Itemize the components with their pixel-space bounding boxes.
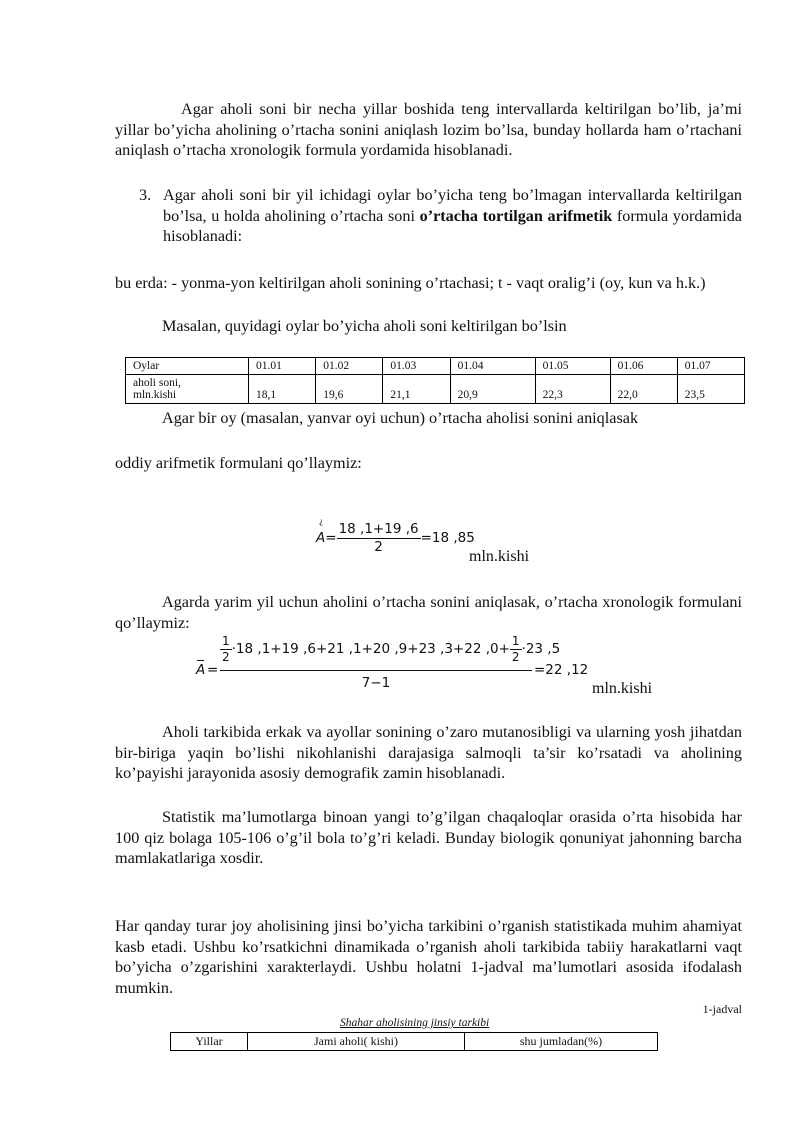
table-row (171, 1033, 658, 1051)
table-cell-value: 23,5 (677, 375, 744, 404)
table-cell-value: 18,1 (249, 375, 316, 404)
table-header-years: Yillar (171, 1033, 248, 1051)
list-item-3-text-b: formula yordamida hisoblanadi: (163, 206, 742, 245)
row-label-line1: aholi soni, (133, 377, 181, 389)
formula2-numerator (220, 634, 561, 664)
formula2-denominator: 7−1 (361, 675, 391, 691)
half-num: 1 (222, 634, 230, 648)
table-cell-value: 22,0 (610, 375, 677, 404)
formula-simple-mean (316, 517, 475, 555)
paragraph-bu-erda: bu erda: - yonma-yon keltirilgan aholi sonining o’rtachasi; t - vaqt oralig’i (oy, kun va h.k.) (115, 274, 706, 292)
formula2-result: =22 ,12 (534, 662, 589, 678)
half-den: 2 (222, 650, 230, 664)
paragraph-har-qanday: Har qanday turar joy aholisining jinsi bo’yicha tarkibini o’rganish statistikada muhim ahamiyat kasb etadi. Ushbu ko’rsatkichni dinamikada o’rganish aholi tarkibida tabiiy harakatlarni vaqt bo’yicha o’zgarishini xarakterlaydi. Ushbu holatni 1-jadval ma’lumotlari asosida ifodalash mumkin. (115, 917, 742, 997)
table-header-total: Jami aholi( kishi) (248, 1033, 465, 1051)
table-cell-value: 19,6 (316, 375, 383, 404)
table-row-label (126, 375, 249, 404)
table-row (126, 375, 745, 404)
month-population-table (125, 357, 745, 404)
table-header-label: Oylar (126, 358, 249, 375)
paragraph-agar-bir-oy: Agar bir oy (masalan, yanvar oyi uchun) o’rtacha aholisi sonini aniqlasak (162, 409, 639, 427)
formula2-unit: mln.kishi (592, 680, 653, 697)
formula2-end: ·23 ,5 (521, 641, 561, 657)
formula2-lhs: A (196, 662, 206, 678)
formula2-mid: ·18 ,1+19 ,6+21 ,1+20 ,9+23 ,3+22 ,0+ (231, 641, 510, 657)
paragraph-statistik: Statistik ma’lumotlarga binoan yangi to’g’ilgan chaqaloqlar orasida o’rta hisobida har 100 qiz bolaga 105-106 o’g’il bola to’g’ri keladi. Bunday biologik qonuniyat jahonning barcha mamlakatlariga xosdir. (115, 808, 742, 867)
table-cell-month: 01.04 (450, 358, 535, 375)
table-cell-month: 01.05 (535, 358, 610, 375)
list-item-3 (139, 185, 742, 247)
paragraph-chronological-intro: Agar aholi soni bir necha yillar boshida teng intervallarda keltirilgan bo’lib, ja’mi yillar bo’yicha aholining o’rtacha sonini aniqlash lozim bo’lsa, bunday hollarda ham o’rtachani aniqlash o’rtacha xronologik formula yordamida hisoblanadi. (115, 100, 742, 159)
formula2-eq: = (207, 662, 219, 678)
table-cell-value: 20,9 (450, 375, 535, 404)
paragraph-aholi-tarkibida: Aholi tarkibida erkak va ayollar sonining o’zaro mutanosibligi va ularning yosh jihatdan bir-biriga yaqin bo’lishi nikohlanishi darajasiga salmoqli ta’sir ko’rsatadi va aholining ko’payishi jarayonida asosiy demografik zamin hisoblanadi. (115, 723, 742, 782)
formula-lhs: A (316, 530, 326, 546)
formula-eq: = (325, 530, 337, 546)
table-cell-month: 01.02 (316, 358, 383, 375)
table-header-share: shu jumladan(%) (465, 1033, 658, 1051)
formula-numerator: 18 ,1+19 ,6 (338, 521, 419, 537)
formula2-half (510, 634, 522, 664)
half-den: 2 (511, 650, 520, 664)
table-row (126, 358, 745, 375)
formula-mark: ¿ (319, 517, 324, 526)
formula-result: =18 ,85 (420, 530, 475, 546)
table-cell-month: 01.03 (383, 358, 450, 375)
table-title: Shahar aholisining jinsiy tarkibi (340, 1017, 490, 1029)
table-cell-month: 01.06 (610, 358, 677, 375)
formula-fraction (337, 521, 421, 555)
table-cell-month: 01.07 (677, 358, 744, 375)
row-label-line2: mln.kishi (133, 389, 177, 401)
half-num: 1 (511, 634, 520, 648)
list-item-3-text (163, 185, 742, 247)
list-item-3-bold: o’rtacha tortilgan arifmetik (419, 206, 613, 225)
table-cell-value: 21,1 (383, 375, 450, 404)
formula2-fraction-bar (220, 670, 532, 671)
paragraph-masalan: Masalan, quyidagi oylar bo’yicha aholi soni keltirilgan bo’lsin (162, 317, 567, 335)
formula1-unit: mln.kishi (469, 548, 530, 565)
formula-chronological-mean (196, 634, 616, 694)
table-cell-month: 01.01 (249, 358, 316, 375)
table-cell-value: 22,3 (535, 375, 610, 404)
table-reference: 1-jadval (702, 1002, 742, 1016)
gender-structure-table (170, 1032, 658, 1051)
paragraph-agarda: Agarda yarim yil uchun aholini o’rtacha sonini aniqlasak, o’rtacha xronologik formulani qo’llaymiz: (115, 593, 742, 632)
list-number: 3. (139, 186, 152, 204)
paragraph-oddiy: oddiy arifmetik formulani qo’llaymiz: (115, 454, 362, 472)
list-item-3-text-a: Agar aholi soni bir yil ichidagi oylar bo’yicha teng bo’lmagan intervallarda keltirilgan bo’lsa, u holda aholining o’rtacha soni (163, 186, 742, 225)
formula-denominator: 2 (374, 539, 383, 555)
formula2-half (220, 634, 232, 664)
